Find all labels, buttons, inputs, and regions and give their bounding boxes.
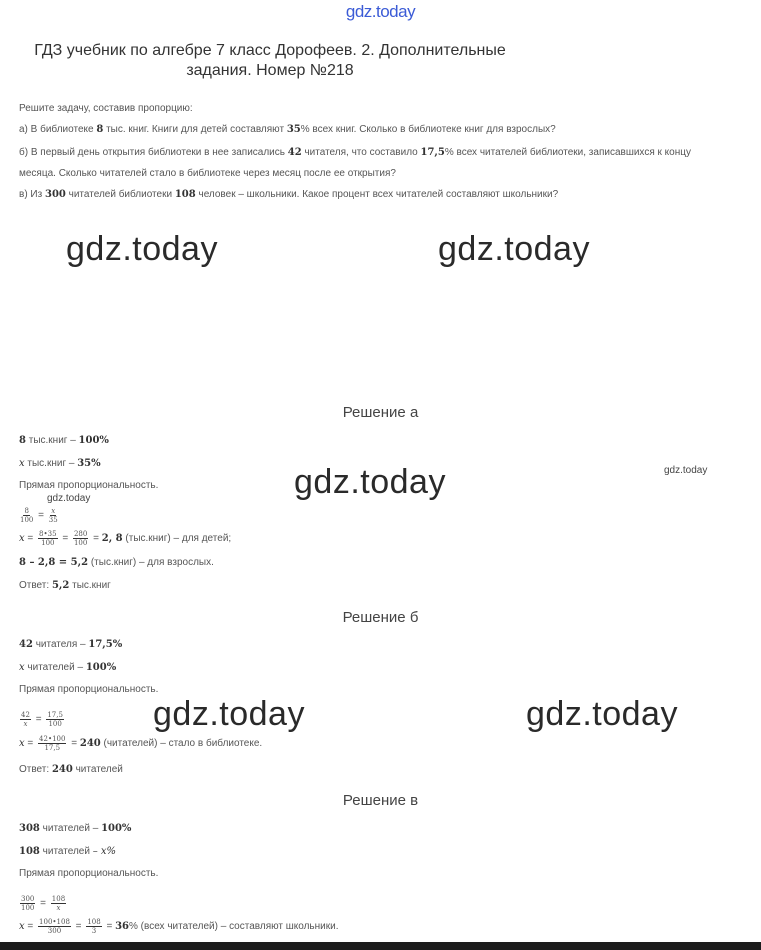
sol-a-line6: 8 – 2,8 = 5,2 (тыс.книг) – для взрослых. — [19, 557, 214, 568]
sol-c-eq1: $\frac{300}{100}$ = $\frac{108}{x}$ — [21, 895, 66, 912]
sol-b-eq2: x = $\frac{42•100}{17,5}$ = 240 (читателей) – стало в библиотеке. — [19, 735, 263, 752]
sol-b-line3: Прямая пропорциональность. — [19, 684, 159, 695]
task-a: а) В библиотеке 8 тыс. книг. Книги для детей составляют 35% всех книг. Сколько в библиотеке книг для взрослых? — [19, 124, 556, 135]
sol-a-line1: 8 тыс.книг – 100% — [19, 435, 109, 446]
watermark: gdz.today — [153, 695, 305, 733]
sol-b-eq1: $\frac{42}{x}$ = $\frac{17,5}{100}$ — [21, 711, 63, 728]
task-b-line1: б) В первый день открытия библиотеки в нее записались 42 читателя, что составило 17,5% всех читателей библиотеки, записавшихся к концу — [19, 147, 691, 158]
sol-a-line2: x тыс.книг – 35% — [19, 458, 101, 469]
sol-a-answer: Ответ: 5,2 тыс.книг — [19, 580, 111, 591]
sol-a-line3: Прямая пропорциональность. — [19, 480, 159, 491]
solution-a-heading: Решение а — [342, 404, 419, 421]
watermark: gdz.today — [66, 230, 218, 268]
task-intro: Решите задачу, составив пропорцию: — [19, 103, 193, 114]
page-title: ГДЗ учебник по алгебре 7 класс Дорофеев. 2. Дополнительные задания. Номер №218 — [34, 42, 506, 79]
task-c: в) Из 300 читателей библиотеки 108 человек – школьники. Какое процент всех читателей составляют школьники? — [19, 189, 559, 200]
watermark-small: gdz.today — [664, 465, 708, 476]
task-b-line2: месяца. Сколько читателей стало в библиотеке через месяц после ее открытия? — [19, 168, 396, 179]
sol-c-eq2: x = $\frac{100•108}{300}$ = $\frac{108}{3}$ = 36% (всех читателей) – составляют школьники. — [19, 918, 339, 935]
sol-c-line1: 308 читателей – 100% — [19, 823, 132, 834]
sol-b-line2: x читателей – 100% — [19, 662, 117, 673]
solution-c-heading: Решение в — [342, 792, 419, 809]
sol-a-eq1: $\frac{8}{100}$ = $\frac{x}{35}$ — [20, 507, 58, 524]
sol-b-line1: 42 читателя – 17,5% — [19, 639, 123, 650]
sol-c-line3: Прямая пропорциональность. — [19, 868, 159, 879]
sol-a-eq2: x = $\frac{8•35}{100}$ = $\frac{280}{100}$ = 2, 8 (тыс.книг) – для детей; — [19, 530, 232, 547]
watermark-small: gdz.today — [47, 493, 91, 504]
sol-c-line2: 108 читателей – x% — [19, 846, 117, 857]
sol-b-answer: Ответ: 240 читателей — [19, 764, 123, 775]
watermark: gdz.today — [526, 695, 678, 733]
bottom-bar — [0, 942, 761, 950]
watermark: gdz.today — [294, 463, 446, 501]
site-brand[interactable]: gdz.today — [345, 2, 416, 21]
solution-b-heading: Решение б — [342, 609, 419, 626]
watermark: gdz.today — [438, 230, 590, 268]
